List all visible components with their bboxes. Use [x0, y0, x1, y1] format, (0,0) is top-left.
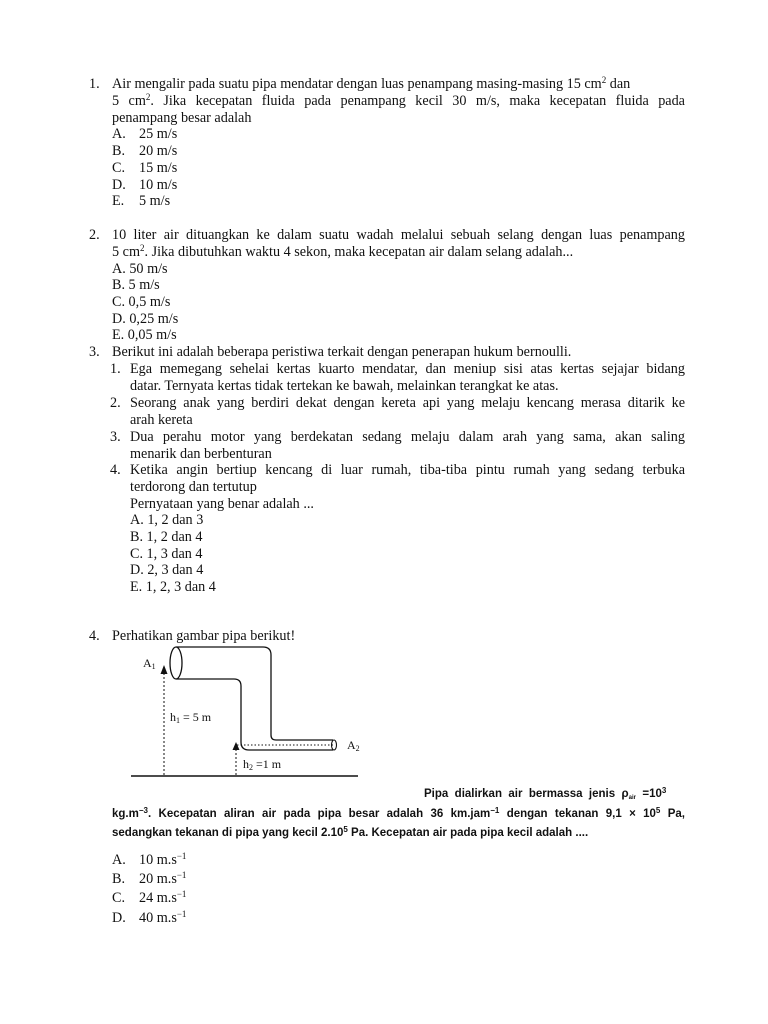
answer-option[interactable]: A. 50 m/s — [112, 261, 168, 277]
answer-option[interactable]: E. 0,05 m/s — [112, 327, 177, 343]
opening-a1 — [170, 647, 182, 679]
statement-text: Seorang anak yang berdiri dekat dengan kereta api yang melaju kencang merasa ditarik ke — [130, 395, 685, 411]
question-number: 2. — [89, 227, 100, 243]
answer-option[interactable]: D. 2, 3 dan 4 — [130, 562, 204, 578]
question-text-line: Berikut ini adalah beberapa peristiwa terkait dengan penerapan hukum bernoulli. — [112, 344, 572, 360]
answer-option[interactable]: A. 10 $m.s^{-1}$ — [112, 851, 187, 868]
statement-text: Dua perahu motor yang berdekatan sedang melaju dalam arah yang sama, akan saling — [130, 429, 685, 445]
answer-option[interactable]: E. 1, 2, 3 dan 4 — [130, 579, 216, 595]
pipe-outer-wall — [176, 647, 333, 740]
answer-option[interactable]: A. 1, 2 dan 3 — [130, 512, 204, 528]
answer-option[interactable]: B. 5 m/s — [112, 277, 160, 293]
statement-number: 3. — [110, 429, 121, 445]
statement-text: terdorong dan tertutup — [130, 479, 257, 495]
answer-option[interactable]: D. 10 m/s — [112, 177, 178, 193]
question-text-line: 5 $cm^2$. Jika dibutuhkan waktu 4 sekon, maka kecepatan air dalam selang adalah... — [112, 243, 574, 260]
answer-option[interactable]: D. 0,25 m/s — [112, 311, 179, 327]
h1-arrow-head — [161, 665, 168, 674]
question-number: 4. — [89, 628, 100, 644]
answer-option[interactable]: C. 0,5 m/s — [112, 294, 171, 310]
statement-number: 4. — [110, 462, 121, 478]
question-text-line: sedangkan tekanan di pipa yang kecil 2.10$^5$ Pa. Kecepatan air pada pipa kecil adalah .... — [112, 825, 589, 839]
answer-option[interactable]: B. 20 m/s — [112, 143, 178, 159]
statement-number: 2. — [110, 395, 121, 411]
answer-option[interactable]: C. 15 m/s — [112, 160, 178, 176]
label-a2: $A_2$ — [347, 738, 360, 753]
answer-option[interactable]: A. 25 m/s — [112, 126, 178, 142]
question-text-line: 10 liter air dituangkan ke dalam suatu wadah melalui sebuah selang dengan luas penampang — [112, 227, 685, 243]
label-h2: $h_2 =1$ m — [243, 757, 282, 772]
statement-text: datar. Ternyata kertas tidak tertekan ke bawah, melainkan terangkat ke atas. — [130, 378, 559, 394]
statement-text: menarik dan berbenturan — [130, 446, 272, 462]
answer-option[interactable]: E. 5 m/s — [112, 193, 171, 209]
question-text-line: 5 $cm^2$. Jika kecepatan fluida pada penampang kecil 30 m/s, maka kecepatan fluida pada — [112, 92, 685, 109]
answer-option[interactable]: B. 1, 2 dan 4 — [130, 529, 203, 545]
answer-option[interactable]: B. 20 $m.s^{-1}$ — [112, 870, 187, 887]
question-text-line: Perhatikan gambar pipa berikut! — [112, 628, 296, 644]
question-text-line: penampang besar adalah — [112, 110, 252, 126]
statement-text: Ketika angin bertiup kencang di luar rumah, tiba-tiba pintu rumah yang sedang terbuka — [130, 462, 685, 478]
question-number: 1. — [89, 76, 100, 92]
statement-text: Ega memegang sehelai kertas kuarto mendatar, dan meniup sisi atas kertas sejajar bidang — [130, 361, 685, 377]
question-prompt: Pernyataan yang benar adalah ... — [130, 496, 314, 512]
question-text-line: Pipa dialirkan air bermassa jenis $\rho_{air} =10^3$ — [424, 786, 667, 801]
answer-option[interactable]: C. 24 $m.s^{-1}$ — [112, 889, 187, 906]
statement-number: 1. — [110, 361, 121, 377]
question-number: 3. — [89, 344, 100, 360]
label-h1: $h_1 = 5$ m — [170, 710, 212, 725]
answer-option[interactable]: C. 1, 3 dan 4 — [130, 546, 203, 562]
answer-option[interactable]: D. 40 $m.s^{-1}$ — [112, 909, 187, 926]
label-a1: $A_1$ — [143, 656, 156, 671]
h2-arrow-head — [233, 742, 240, 750]
question-text-line: $kg.m^{-3}$. Kecepatan aliran air pada pipa besar adalah 36 km.jam$^{-1}$ dengan tekanan $9,1 \times 10^5$ Pa, — [112, 806, 685, 820]
statement-text: arah kereta — [130, 412, 193, 428]
question-text-line: Air mengalir pada suatu pipa mendatar dengan luas penampang masing-masing 15 $cm^2$ dan — [112, 75, 631, 92]
